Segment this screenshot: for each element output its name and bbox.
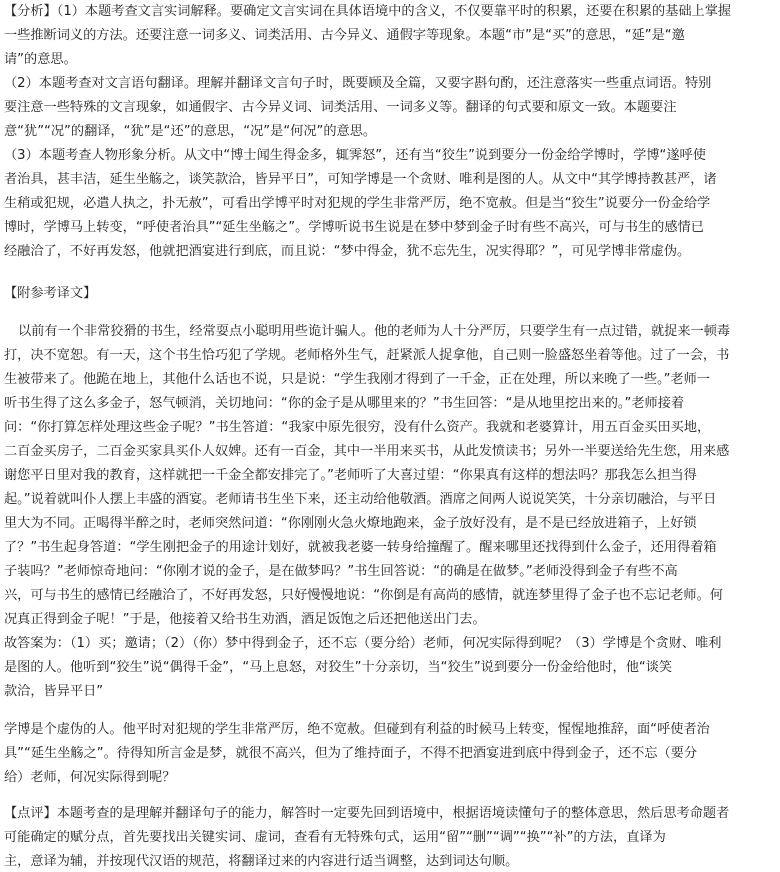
translation-line-4: 听书生得了这么多金子，怒气顿消，关切地问：“你的金子是从哪里来的？”书生回答：“是从地里挖出来的。”老师接着 bbox=[4, 396, 685, 411]
analysis-line-10: 博时，学博马上转变，“呼使者治具”“延生坐觞之”。学博听说书生说是在梦中梦到金子时有些不高兴，可与书生的感情已 bbox=[4, 220, 704, 235]
analysis-line-8: 者治具，甚丰洁，延生坐觞之，谈笑款洽，皆异平日”，可知学博是一个贪财、唯利是图的人。从文中“其学博持教甚严，诸 bbox=[4, 172, 717, 187]
translation-line-5: 问：“你打算怎样处理这些金子呢？”书生答道：“我家中原先很穷，没有什么资产。我就和老婆算计，用五百金买田买地， bbox=[4, 420, 711, 435]
translation-heading: 【附参考译文】 bbox=[4, 286, 97, 301]
answer-line-4: 学博是个虚伪的人。他平时对犯规的学生非常严厉，绝不宽赦。但碰到有利益的时候马上转变，惺惺地推辞，面“呼使者治 bbox=[4, 722, 710, 737]
translation-line-13: 况真正得到金子呢！”于是，他接着又给书生劝酒，酒足饭饱之后还把他送出门去。 bbox=[4, 612, 486, 627]
analysis-line-5: 要注意一些特殊的文言现象，如通假字、古今异义词、词类活用、一词多义等。翻译的句式要和原文一致。本题要注 bbox=[4, 100, 677, 115]
analysis-line-3: 请”的意思。 bbox=[4, 52, 77, 67]
translation-line-12: 兴，可与书生的感情已经融洽了，不好再发怒，只好慢慢地说：“你倒是有高尚的感情，就连梦里得了金子也不忘记老师。何 bbox=[4, 588, 723, 603]
translation-line-3: 生被带来了。他跪在地上，其他什么话也不说，只是说：“学生我刚才得到了一千金，正在处理，所以来晚了一些。”老师一 bbox=[4, 372, 710, 387]
answer-line-5: 具”“延生坐觞之”。待得知所言金是梦，就很不高兴，但为了维持面子，不得不把酒宴进到底中得到金子，还不忘（要分 bbox=[4, 746, 698, 761]
translation-line-1: 以前有一个非常狡猾的书生，经常耍点小聪明用些诡计骗人。他的老师为人十分严厉，只要学生有一点过错，就捉来一顿毒 bbox=[18, 324, 731, 339]
translation-line-6: 二百金买房子，二百金买家具买仆人奴婢。还有一百金，其中一半用来买书，从此发愤读书；另外一半要送给先生您，用来感 bbox=[4, 444, 730, 459]
analysis-line-4: （2）本题考查对文言语句翻译。理解并翻译文言句子时，既要顾及全篇，又要字斟句酌，还注意落实一些重点词语。特别 bbox=[4, 76, 712, 91]
answer-line-1: 故答案为：（1）买；邀请；（2）（你）梦中得到金子，还不忘（要分给）老师，何况实际得到呢？（3）学博是个贪财、唯利 bbox=[4, 636, 722, 651]
analysis-line-6: 意“犹”“况”的翻译，“犹”是“还”的意思，“况”是“何况”的意思。 bbox=[4, 124, 377, 139]
translation-line-9: 里大为不同。正喝得半醉之时，老师突然问道：“你刚刚火急火燎地跑来，金子放好没有，是不是已经放进箱子，上好锁 bbox=[4, 516, 697, 531]
answer-line-2: 是图的人。他听到“狡生”说“偶得千金”，“马上息怒，对狡生”十分亲切，当“狡生”说到要分一份金给他时，他“谈笑 bbox=[4, 660, 673, 675]
translation-line-10: 了？”书生起身答道：“学生刚把金子的用途计划好，就被我老婆一转身给撞醒了。醒来哪里还找得到什么金子，还用得着箱 bbox=[4, 540, 717, 555]
comment-line-2: 可能确定的赋分点，首先要找出关键实词、虚词，查看有无特殊句式，运用“留”“删”“调”“换”“补”的方法，直译为 bbox=[4, 830, 666, 845]
answer-line-3: 款洽，皆异平日” bbox=[4, 684, 104, 699]
analysis-line-1: 【分析】（1）本题考查文言实词解释。要确定文言实词在具体语境中的含义，不仅要靠平时的积累，还要在积累的基础上掌握 bbox=[4, 4, 732, 19]
analysis-line-11: 经融洽了，不好再发怒，他就把酒宴进行到底，而且说：“梦中得金，犹不忘先生，况实得耶？”，可见学博非常虚伪。 bbox=[4, 244, 691, 259]
analysis-line-2: 一些推断词义的方法。还要注意一词多义、词类活用、古今异义、通假字等现象。本题“市”是“买”的意思，“延”是“邀 bbox=[4, 28, 685, 43]
answer-line-6: 给）老师，何况实际得到呢？ bbox=[4, 770, 176, 785]
translation-line-7: 谢您平日里对我的教育，这样就把一千金全都安排完了。”老师听了大喜过望：“你果真有这样的想法吗？那我怎么担当得 bbox=[4, 468, 697, 483]
comment-line-3: 主，意译为辅，并按现代汉语的规范，将翻译过来的内容进行适当调整，达到词达句顺。 bbox=[4, 854, 519, 869]
comment-line-1: 【点评】本题考查的是理解并翻译句子的能力，解答时一定要先回到语境中，根据语境读懂句子的整体意思，然后思考命题者 bbox=[4, 806, 730, 821]
translation-line-2: 打，决不宽恕。有一天，这个书生恰巧犯了学规。老师格外生气，赶紧派人捉拿他，自己则一脸盛怒坐着等他。过了一会，书 bbox=[4, 348, 730, 363]
translation-line-8: 起。”说着就叫仆人摆上丰盛的酒宴。老师请书生坐下来，还主动给他敬酒。酒席之间两人说说笑笑，十分亲切融洽，与平日 bbox=[4, 492, 717, 507]
analysis-line-9: 生稍或犯规，必遣人执之，扑无赦”，可看出学博平时对犯规的学生非常严厉，绝不宽赦。但是当“狡生”说要分一份金给学 bbox=[4, 196, 711, 211]
analysis-line-7: （3）本题考查人物形象分析。从文中“博士闻生得金多，辄霁怒”，还有当“狡生”说到要分一份金给学博时，学博“遂呼使 bbox=[4, 148, 706, 163]
translation-line-11: 子装吗？”老师惊奇地问：“你刚才说的金子，是在做梦吗？”书生回答说：“的确是在做梦。”老师没得到金子有些不高 bbox=[4, 564, 678, 579]
